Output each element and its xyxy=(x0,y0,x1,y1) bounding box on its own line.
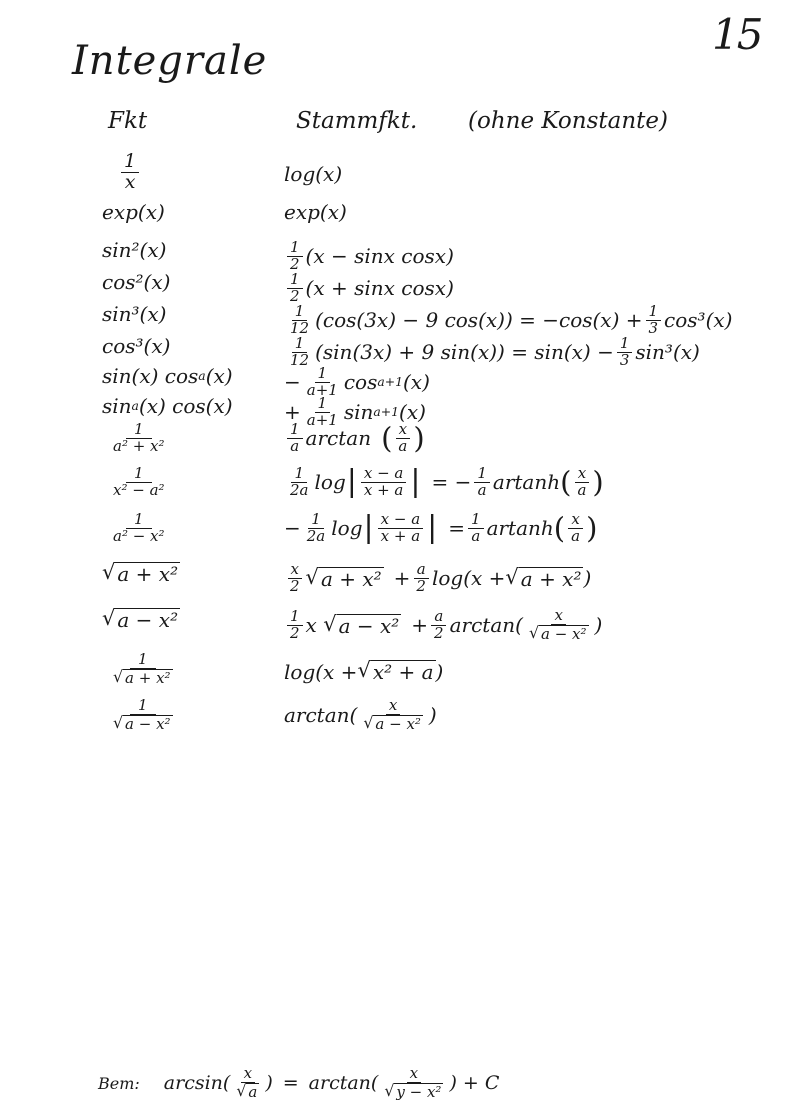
antiderivative-cell: $\frac{1}{12}$ (sin(3x) + 9 sin(x)) = sin(x) − $\frac{1}{3}$ sin³(x) xyxy=(284,336,700,369)
antiderivative-cell: + $\frac{1}{a+1}$ sin a+1 (x) xyxy=(284,394,426,429)
remark-label: Bem: xyxy=(98,1073,140,1093)
square-root: √ a − x² xyxy=(102,606,179,632)
function-cell: cos³(x) xyxy=(102,334,171,358)
square-root: √ a + x² xyxy=(505,564,582,591)
fraction: x √ a − x² xyxy=(528,606,587,643)
fraction: $\frac{x}{a}$ xyxy=(574,466,589,499)
fraction: $\frac{1}{a+1}$ xyxy=(306,364,338,399)
function-cell: cos²(x) xyxy=(102,270,171,294)
fraction: $\frac{1}{\text{a² + x²}}$ xyxy=(113,420,165,455)
fraction: x √ a − x² xyxy=(363,696,421,733)
page-number: 15 xyxy=(712,10,762,59)
square-root: √ a + x² xyxy=(113,666,171,687)
fraction: 1 √ a − x² xyxy=(113,696,171,733)
fraction: $\frac{1}{2}$ xyxy=(287,272,303,305)
antiderivative-cell: − $\frac{1}{a+1}$ cos a+1 (x) xyxy=(284,364,430,399)
fraction: $\frac{1}{2a}$ xyxy=(290,464,309,499)
fraction: $\frac{x}{a}$ xyxy=(568,512,583,545)
antiderivative-cell: $\frac{1}{a}$ arctan ( $\frac{x}{a}$ ) xyxy=(284,422,425,455)
function-cell xyxy=(102,422,176,455)
column-header-antiderivative: Stammfkt. xyxy=(296,108,418,134)
page-title: Integrale xyxy=(72,38,268,84)
square-root: √ y − x² xyxy=(384,1080,442,1101)
fraction: $\frac{x - a}{x + a}$ xyxy=(361,466,407,499)
antiderivative-cell: $\frac{1}{12}$ (cos(3x) − 9 cos(x)) = −cos(x) + $\frac{1}{3}$ cos³(x) xyxy=(284,304,732,337)
fraction: $\frac{1}{12}$ xyxy=(290,302,310,337)
column-header-note: (ohne Konstante) xyxy=(468,108,668,134)
antiderivative-cell: $\frac{1}{2}$ (x + sinx cosx) xyxy=(284,272,454,305)
column-header-function: Fkt xyxy=(108,108,148,134)
antiderivative-cell: $\frac{1}{2}$ (x − sinx cosx) xyxy=(284,240,454,273)
fraction: $\frac{1}{2}$ xyxy=(287,240,303,273)
square-root: √ a + x² xyxy=(305,564,382,591)
fraction: $\frac{1}{a}$ xyxy=(474,466,490,499)
fraction: x √ y − x² xyxy=(384,1064,442,1101)
remark-note: Bem: arcsin( x √ a ) = arctan( x √ y − x² ) + C xyxy=(98,1064,500,1101)
function-cell: sin²(x) xyxy=(102,238,167,262)
fraction: $\frac{1}{3}$ xyxy=(646,304,662,337)
square-root: √ a + x² xyxy=(102,560,179,586)
fraction: $\frac{1}{a}$ xyxy=(287,422,303,455)
antiderivative-cell: arctan( x √ a − x² ) xyxy=(284,696,437,733)
antiderivative-cell: log(x + √ x² + a ) xyxy=(284,658,444,684)
fraction: $\frac{1}{a+1}$ xyxy=(306,394,338,429)
fraction: $\frac{1}{2a}$ xyxy=(306,510,326,545)
antiderivative-cell: $\frac{1}{2a}$ log | $\frac{x - a}{x + a}$ | = − $\frac{1}{a}$ artanh ( $\frac{x}{a}$ ) xyxy=(284,466,604,499)
fraction: $\frac{1}{12}$ xyxy=(290,334,310,369)
square-root: √ a − x² xyxy=(528,622,587,643)
square-root: √ x² + a xyxy=(357,658,434,684)
function-cell: exp(x) xyxy=(102,200,165,224)
function-cell: sin³(x) xyxy=(102,302,167,326)
fraction: $\frac{x}{2}$ xyxy=(287,562,303,595)
fraction: $\frac{1}{\text{x² − a²}}$ xyxy=(113,464,165,499)
function-cell: sin(x) cos a (x) xyxy=(102,364,233,388)
function-cell xyxy=(102,608,180,631)
function-cell xyxy=(102,512,176,545)
function-cell xyxy=(102,698,184,732)
square-root: √ a xyxy=(236,1080,258,1101)
square-root: √ a − x² xyxy=(323,611,400,638)
antiderivative-cell: $\frac{1}{2}$ x √ a − x² + $\frac{a}{2}$ arctan( x √ a − x² ) xyxy=(284,608,602,642)
function-cell xyxy=(102,562,180,585)
fraction: x √ a xyxy=(236,1064,258,1101)
fraction: $\frac{a}{2}$ xyxy=(431,609,447,642)
function-cell: sin a (x) cos(x) xyxy=(102,394,233,418)
fraction: $\frac{1}{x}$ xyxy=(121,152,139,193)
fraction: $\frac{x}{a}$ xyxy=(395,422,410,455)
function-cell xyxy=(102,652,184,686)
square-root: √ a − x² xyxy=(363,712,421,733)
fraction: $\frac{x - a}{x + a}$ xyxy=(378,512,424,545)
function-cell xyxy=(102,466,176,499)
antiderivative-cell: $\frac{x}{2}$ √ a + x² + $\frac{a}{2}$ log(x + √ a + x² ) xyxy=(284,562,591,595)
fraction: $\frac{1}{\text{a² − x²}}$ xyxy=(113,510,165,545)
fraction: $\frac{1}{3}$ xyxy=(617,336,633,369)
antiderivative-cell: − $\frac{1}{2a}$ log | $\frac{x - a}{x + a}$ | = $\frac{1}{a}$ artanh ( $\frac{x}{a}$ ) xyxy=(284,510,598,546)
fraction: $\frac{1}{2}$ xyxy=(287,609,303,642)
antiderivative-cell: exp(x) xyxy=(284,200,347,224)
function-cell xyxy=(118,152,142,193)
antiderivative-cell: log(x) xyxy=(284,162,343,186)
fraction: 1 √ a + x² xyxy=(113,650,171,687)
fraction: $\frac{1}{a}$ xyxy=(468,512,484,545)
fraction: $\frac{a}{2}$ xyxy=(413,562,429,595)
square-root: √ a − x² xyxy=(113,712,171,733)
